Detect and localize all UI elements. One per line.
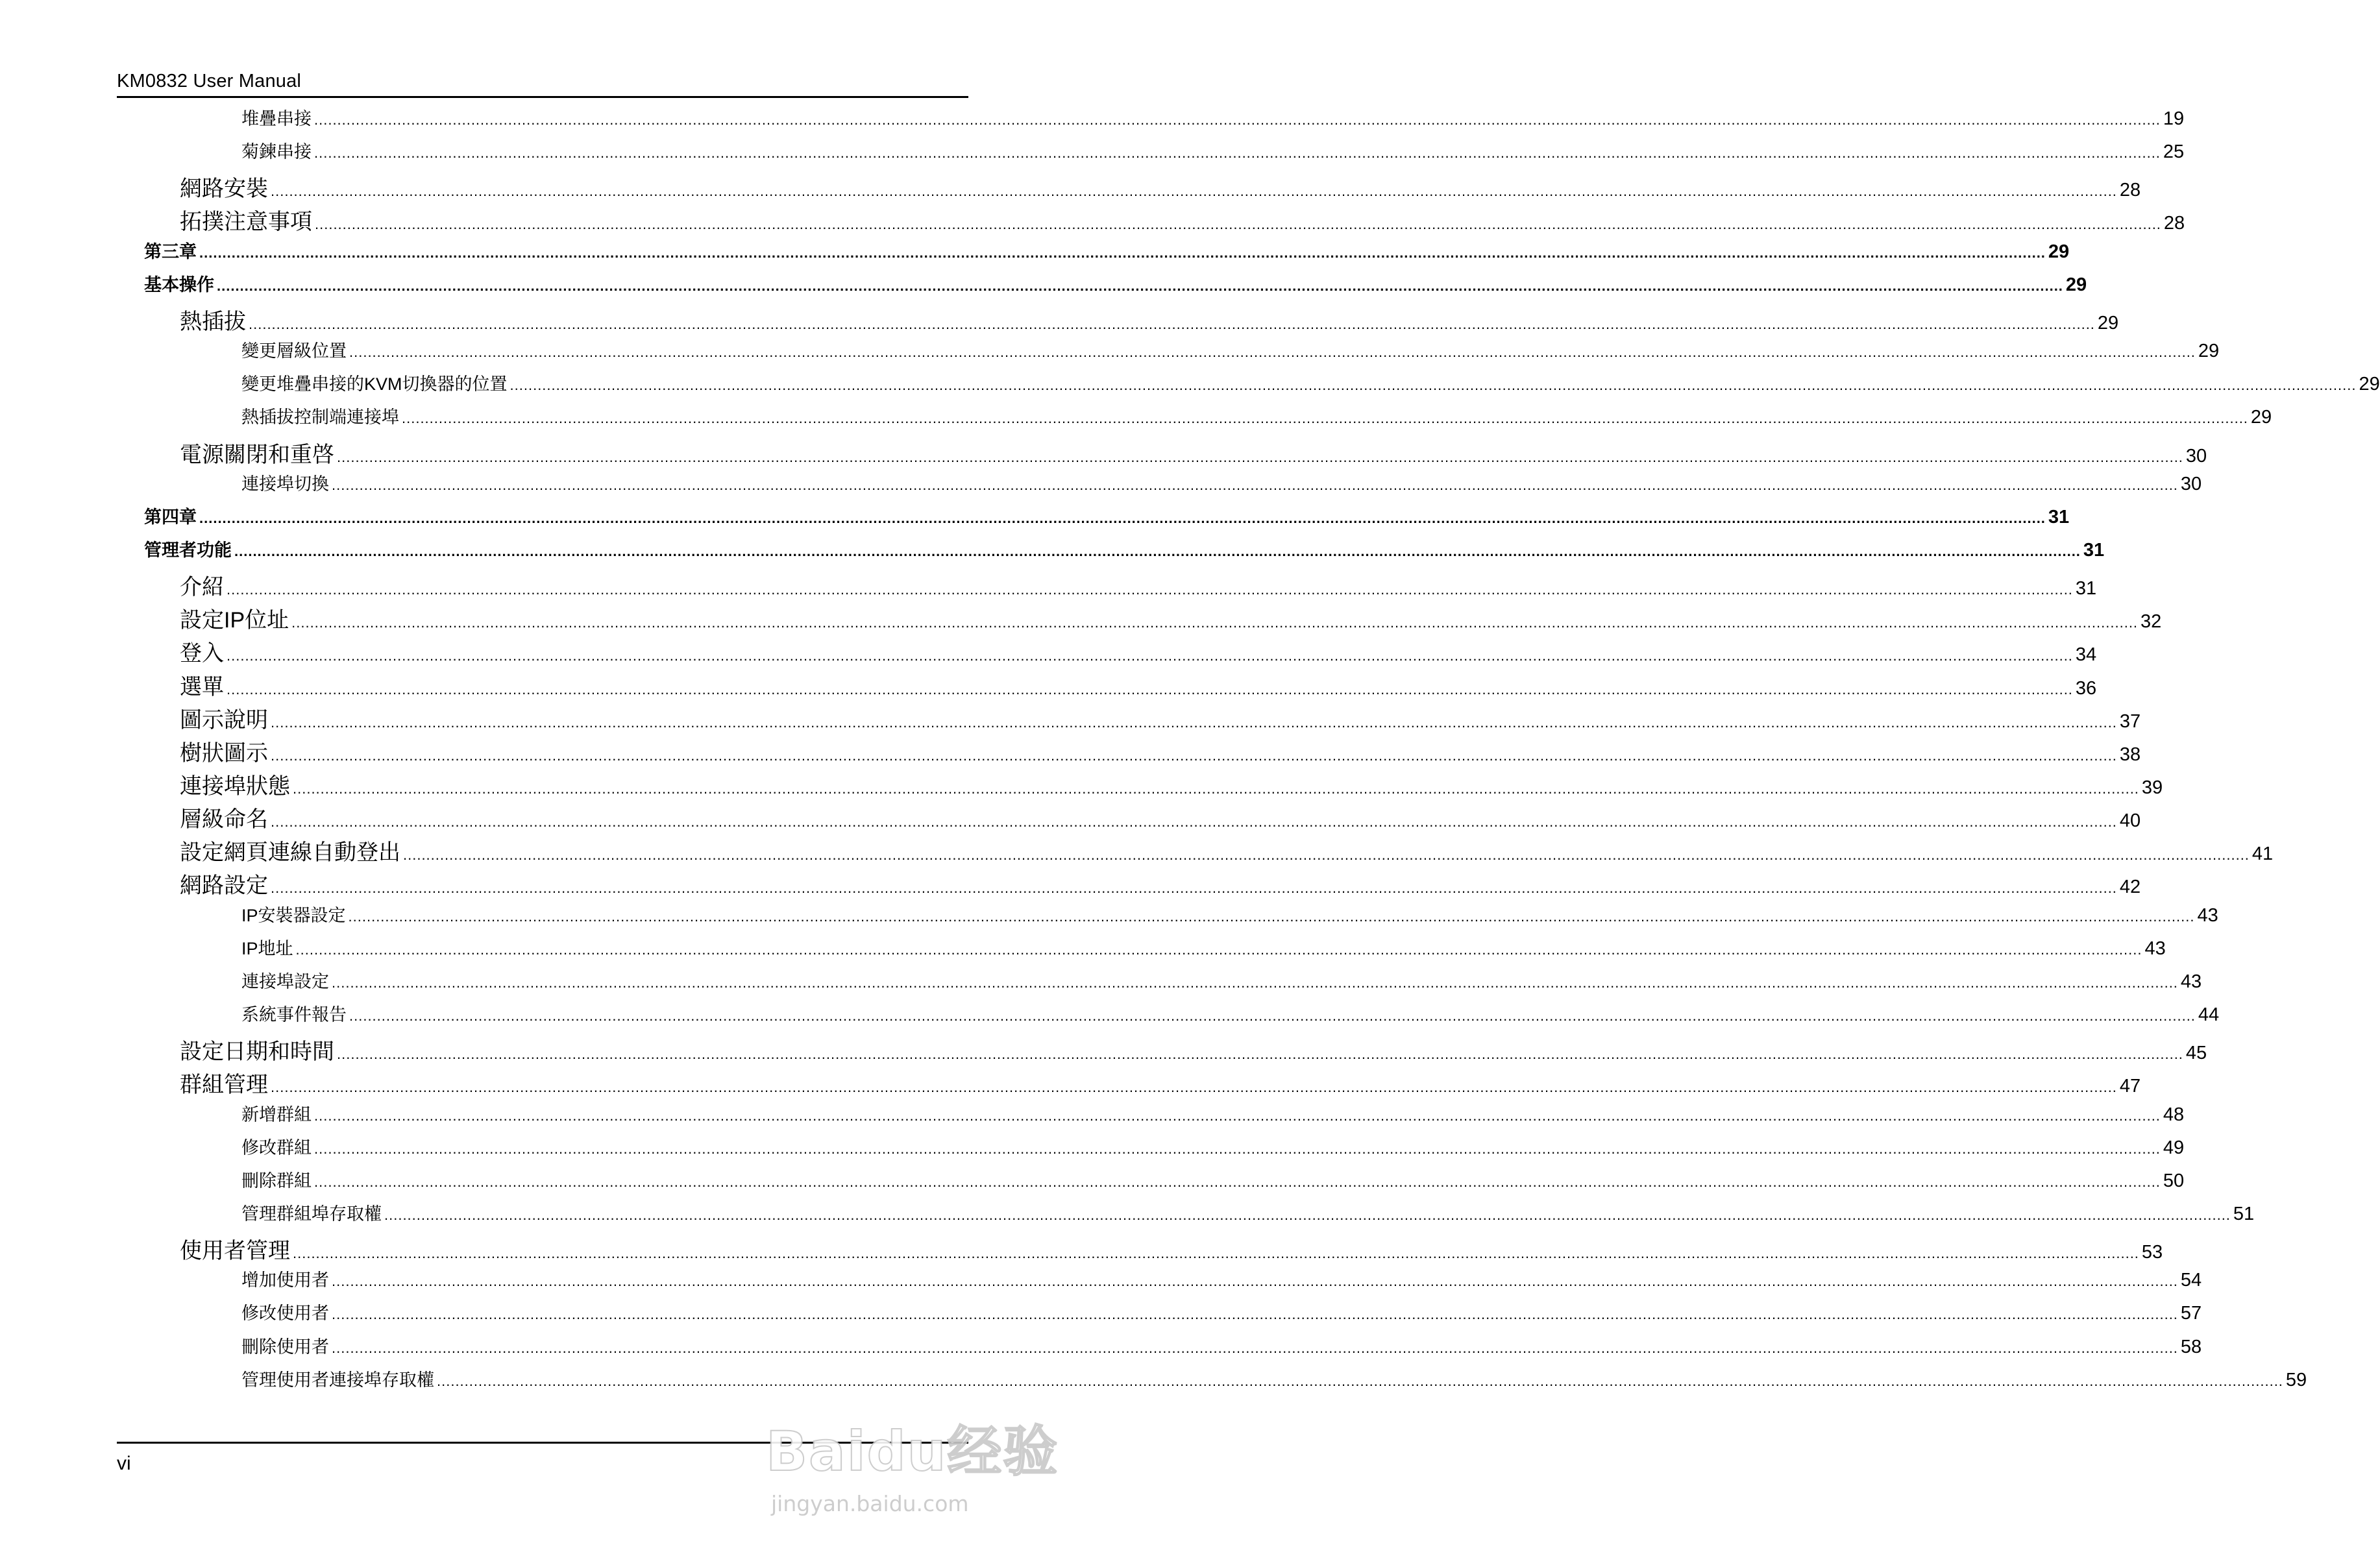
toc-entry[interactable] xyxy=(180,664,2097,699)
toc-entry[interactable] xyxy=(241,99,2185,133)
toc-entry-label: 修改群組 xyxy=(241,1137,312,1158)
toc-entry-page: 39 xyxy=(2141,777,2163,798)
toc-dot-leader: ................................................................................................................................................................................................................................................................................................................................................................................................................ xyxy=(199,509,2046,526)
toc-dot-leader: ................................................................................................................................................................................................................................................................................................................................................................................................................ xyxy=(234,542,2081,559)
toc-entry-page: 28 xyxy=(2119,180,2141,201)
toc-entry-label: 管理使用者連接埠存取權 xyxy=(241,1370,434,1390)
toc-entry-page: 53 xyxy=(2141,1242,2163,1263)
toc-entry[interactable] xyxy=(180,298,2119,334)
toc-entry-label: 使用者管理 xyxy=(180,1239,290,1264)
toc-entry-label: 連接埠設定 xyxy=(241,971,329,991)
toc-entry-label: 網路設定 xyxy=(180,873,268,899)
toc-dot-leader: ................................................................................................................................................................................................................................................................................................................................................................................................................ xyxy=(402,410,2248,427)
footer-page-number: vi xyxy=(117,1453,131,1474)
toc-entry-page: 58 xyxy=(2180,1336,2202,1357)
toc-entry-page: 43 xyxy=(2144,938,2166,959)
toc-dot-leader: ................................................................................................................................................................................................................................................................................................................................................................................................................ xyxy=(314,145,2161,162)
toc-entry-page: 47 xyxy=(2119,1076,2141,1097)
toc-dot-leader: ................................................................................................................................................................................................................................................................................................................................................................................................................ xyxy=(437,1372,2283,1389)
toc-dot-leader: ................................................................................................................................................................................................................................................................................................................................................................................................................ xyxy=(227,581,2073,598)
toc-entry-page: 31 xyxy=(2048,506,2070,527)
toc-dot-leader: ................................................................................................................................................................................................................................................................................................................................................................................................................ xyxy=(293,1245,2139,1262)
toc-entry-label: 增加使用者 xyxy=(241,1270,329,1291)
toc-entry-page: 40 xyxy=(2119,810,2141,832)
toc-dot-leader: ................................................................................................................................................................................................................................................................................................................................................................................................................ xyxy=(315,216,2161,233)
toc-dot-leader: ................................................................................................................................................................................................................................................................................................................................................................................................................ xyxy=(314,1140,2161,1157)
toc-entry-label: 基本操作 xyxy=(144,274,214,295)
toc-dot-leader: ................................................................................................................................................................................................................................................................................................................................................................................................................ xyxy=(227,681,2073,697)
toc-entry-label: 網路安裝 xyxy=(180,176,268,202)
toc-entry-page: 48 xyxy=(2163,1104,2185,1125)
toc-entry[interactable] xyxy=(241,929,2166,963)
toc-entry-label: 設定日期和時間 xyxy=(180,1039,334,1065)
toc-dot-leader: ................................................................................................................................................................................................................................................................................................................................................................................................................ xyxy=(337,1046,2183,1063)
toc-dot-leader: ................................................................................................................................................................................................................................................................................................................................................................................................................ xyxy=(332,1339,2178,1356)
watermark-url: jingyan.baidu.com xyxy=(771,1491,969,1516)
watermark-logo: Baidu经验 xyxy=(766,1420,1059,1483)
toc-dot-leader: ................................................................................................................................................................................................................................................................................................................................................................................................................ xyxy=(249,315,2095,332)
toc-entry[interactable] xyxy=(241,1261,2202,1294)
toc-dot-leader: ................................................................................................................................................................................................................................................................................................................................................................................................................ xyxy=(314,112,2161,128)
toc-entry[interactable] xyxy=(241,465,2202,498)
toc-entry[interactable] xyxy=(180,597,2162,633)
toc-entry-page: 30 xyxy=(2180,473,2202,494)
toc-dot-leader: ................................................................................................................................................................................................................................................................................................................................................................................................................ xyxy=(384,1206,2231,1223)
toc-dot-leader: ................................................................................................................................................................................................................................................................................................................................................................................................................ xyxy=(332,1306,2178,1323)
toc-dot-leader: ................................................................................................................................................................................................................................................................................................................................................................................................................ xyxy=(403,847,2250,864)
toc-entry-page: 29 xyxy=(2198,341,2220,362)
toc-dot-leader: ................................................................................................................................................................................................................................................................................................................................................................................................................ xyxy=(199,244,2046,261)
toc-entry[interactable] xyxy=(144,265,2087,299)
toc-entry-page: 37 xyxy=(2119,710,2141,732)
toc-entry-page: 50 xyxy=(2163,1170,2185,1191)
toc-entry-label: 熱插拔 xyxy=(180,309,246,334)
toc-entry-label: 菊鍊串接 xyxy=(241,142,312,162)
toc-entry-page: 38 xyxy=(2119,744,2141,765)
toc-entry-page: 42 xyxy=(2119,877,2141,898)
toc-entry-label: 層級命名 xyxy=(180,807,268,832)
toc-dot-leader: ................................................................................................................................................................................................................................................................................................................................................................................................................ xyxy=(509,377,2357,394)
toc-entry-label: 圖示說明 xyxy=(180,707,268,733)
toc-dot-leader: ................................................................................................................................................................................................................................................................................................................................................................................................................ xyxy=(271,747,2117,764)
toc-entry[interactable] xyxy=(241,365,2380,398)
toc-entry-page: 19 xyxy=(2163,108,2185,129)
toc-entry[interactable] xyxy=(180,199,2185,235)
toc-entry[interactable] xyxy=(180,431,2207,467)
toc-entry-label: 登入 xyxy=(180,641,224,666)
toc-entry[interactable] xyxy=(144,232,2070,266)
toc-dot-leader: ................................................................................................................................................................................................................................................................................................................................................................................................................ xyxy=(332,974,2178,991)
toc-entry-page: 51 xyxy=(2233,1203,2255,1224)
toc-entry-page: 29 xyxy=(2359,374,2380,395)
toc-entry[interactable] xyxy=(241,1194,2255,1228)
toc-entry[interactable] xyxy=(144,498,2070,531)
toc-entry-page: 28 xyxy=(2163,213,2185,234)
toc-entry[interactable] xyxy=(180,1028,2207,1065)
toc-entry[interactable] xyxy=(180,1061,2141,1098)
toc-entry[interactable] xyxy=(180,1228,2163,1264)
toc-entry-page: 34 xyxy=(2075,644,2097,666)
toc-dot-leader: ................................................................................................................................................................................................................................................................................................................................................................................................................ xyxy=(271,183,2117,200)
toc-entry-page: 31 xyxy=(2083,539,2105,561)
toc-entry[interactable] xyxy=(241,1161,2185,1195)
toc-dot-leader: ................................................................................................................................................................................................................................................................................................................................................................................................................ xyxy=(291,614,2139,631)
toc-dot-leader: ................................................................................................................................................................................................................................................................................................................................................................................................................ xyxy=(349,344,2196,361)
toc-entry[interactable] xyxy=(241,398,2272,431)
toc-entry-label: 第三章 xyxy=(144,241,197,261)
toc-entry[interactable] xyxy=(180,862,2141,899)
toc-entry[interactable] xyxy=(180,165,2141,202)
toc-entry-page: 54 xyxy=(2180,1270,2202,1291)
toc-entry-label: 變更堆疊串接的KVM切換器的位置 xyxy=(241,374,508,394)
toc-entry[interactable] xyxy=(241,132,2185,166)
toc-entry-label: 拓撲注意事項 xyxy=(180,210,312,235)
toc-dot-leader: ................................................................................................................................................................................................................................................................................................................................................................................................................ xyxy=(293,781,2139,797)
toc-dot-leader: ................................................................................................................................................................................................................................................................................................................................................................................................................ xyxy=(332,476,2178,493)
toc-entry-label: 連接埠狀態 xyxy=(180,774,290,799)
toc-entry-page: 31 xyxy=(2075,578,2097,600)
toc-dot-leader: ................................................................................................................................................................................................................................................................................................................................................................................................................ xyxy=(271,714,2117,731)
toc-entry[interactable] xyxy=(241,1095,2185,1129)
baidu-jingyan-watermark xyxy=(766,1408,1059,1538)
toc-entry[interactable] xyxy=(180,763,2163,799)
toc-entry-page: 44 xyxy=(2198,1004,2220,1026)
toc-dot-leader: ................................................................................................................................................................................................................................................................................................................................................................................................................ xyxy=(227,648,2073,664)
toc-entry-label: 變更層級位置 xyxy=(241,341,347,361)
toc-entry-label: 熱插拔控制端連接埠 xyxy=(241,407,399,428)
toc-entry-page: 29 xyxy=(2097,312,2119,333)
toc-dot-leader: ................................................................................................................................................................................................................................................................................................................................................................................................................ xyxy=(217,277,2063,294)
toc-entry-label: 系統事件報告 xyxy=(241,1005,347,1025)
toc-entry-page: 41 xyxy=(2251,843,2274,865)
toc-dot-leader: ................................................................................................................................................................................................................................................................................................................................................................................................................ xyxy=(349,1008,2196,1025)
toc-entry-page: 25 xyxy=(2163,141,2185,163)
toc-entry-label: IP安裝器設定 xyxy=(241,905,346,925)
toc-entry-label: 連接埠切換 xyxy=(241,474,329,494)
toc-entry[interactable] xyxy=(180,697,2141,733)
toc-entry-page: 43 xyxy=(2180,971,2202,992)
toc-entry-page: 32 xyxy=(2141,611,2162,633)
toc-entry[interactable] xyxy=(144,531,2105,564)
toc-entry-label: 樹狀圖示 xyxy=(180,740,268,766)
toc-entry[interactable] xyxy=(180,730,2141,766)
toc-entry[interactable] xyxy=(241,1328,2202,1361)
toc-dot-leader: ................................................................................................................................................................................................................................................................................................................................................................................................................ xyxy=(314,1173,2161,1190)
toc-entry[interactable] xyxy=(241,1361,2307,1394)
toc-entry[interactable] xyxy=(180,796,2141,832)
toc-entry-label: 堆疊串接 xyxy=(241,109,312,128)
toc-dot-leader: ................................................................................................................................................................................................................................................................................................................................................................................................................ xyxy=(337,448,2183,465)
toc-dot-leader: ................................................................................................................................................................................................................................................................................................................................................................................................................ xyxy=(271,880,2117,897)
toc-dot-leader: ................................................................................................................................................................................................................................................................................................................................................................................................................ xyxy=(295,941,2142,958)
toc-entry-page: 49 xyxy=(2163,1137,2185,1158)
toc-dot-leader: ................................................................................................................................................................................................................................................................................................................................................................................................................ xyxy=(314,1107,2161,1124)
toc-entry-page: 59 xyxy=(2285,1369,2307,1390)
toc-entry-label: 第四章 xyxy=(144,507,197,527)
toc-entry-label: 選單 xyxy=(180,674,224,699)
toc-entry-page: 29 xyxy=(2250,407,2272,428)
toc-entry-label: 管理者功能 xyxy=(144,540,232,560)
toc-entry[interactable] xyxy=(180,829,2274,866)
toc-entry-page: 29 xyxy=(2065,274,2087,295)
toc-entry-label: 設定網頁連線自動登出 xyxy=(180,840,400,866)
toc-entry-label: 介紹 xyxy=(180,575,224,600)
toc-entry-page: 29 xyxy=(2048,241,2070,262)
toc-entry[interactable] xyxy=(241,1294,2202,1328)
toc-entry-page: 36 xyxy=(2075,677,2097,699)
toc-entry[interactable] xyxy=(241,962,2202,996)
toc-entry-label: IP地址 xyxy=(241,938,293,958)
toc-entry-page: 57 xyxy=(2180,1303,2202,1324)
toc-entry[interactable] xyxy=(241,1128,2185,1162)
toc-entry-label: 新增群組 xyxy=(241,1104,312,1124)
toc-entry-page: 45 xyxy=(2185,1043,2207,1064)
toc-dot-leader: ................................................................................................................................................................................................................................................................................................................................................................................................................ xyxy=(271,1079,2117,1096)
toc-entry-label: 群組管理 xyxy=(180,1073,268,1098)
toc-dot-leader: ................................................................................................................................................................................................................................................................................................................................................................................................................ xyxy=(348,908,2195,925)
toc-entry-label: 刪除使用者 xyxy=(241,1337,329,1357)
toc-entry[interactable] xyxy=(180,630,2097,666)
page-header xyxy=(117,67,968,98)
toc-entry-label: 設定IP位址 xyxy=(180,608,289,633)
toc-entry-label: 修改使用者 xyxy=(241,1303,329,1324)
toc-entry[interactable] xyxy=(241,332,2220,365)
toc-entry-page: 30 xyxy=(2185,445,2207,467)
toc-entry[interactable] xyxy=(180,564,2097,600)
toc-dot-leader: ................................................................................................................................................................................................................................................................................................................................................................................................................ xyxy=(332,1273,2178,1290)
toc-entry-label: 電源關閉和重啓 xyxy=(180,442,334,467)
toc-entry[interactable] xyxy=(241,995,2220,1029)
document-title: KM0832 User Manual xyxy=(117,71,302,91)
toc-entry-label: 管理群組埠存取權 xyxy=(241,1204,382,1224)
toc-entry-label: 刪除群組 xyxy=(241,1170,312,1191)
toc-entry-page: 43 xyxy=(2197,904,2218,926)
toc-entry[interactable] xyxy=(241,896,2218,930)
toc-dot-leader: ................................................................................................................................................................................................................................................................................................................................................................................................................ xyxy=(271,814,2117,831)
